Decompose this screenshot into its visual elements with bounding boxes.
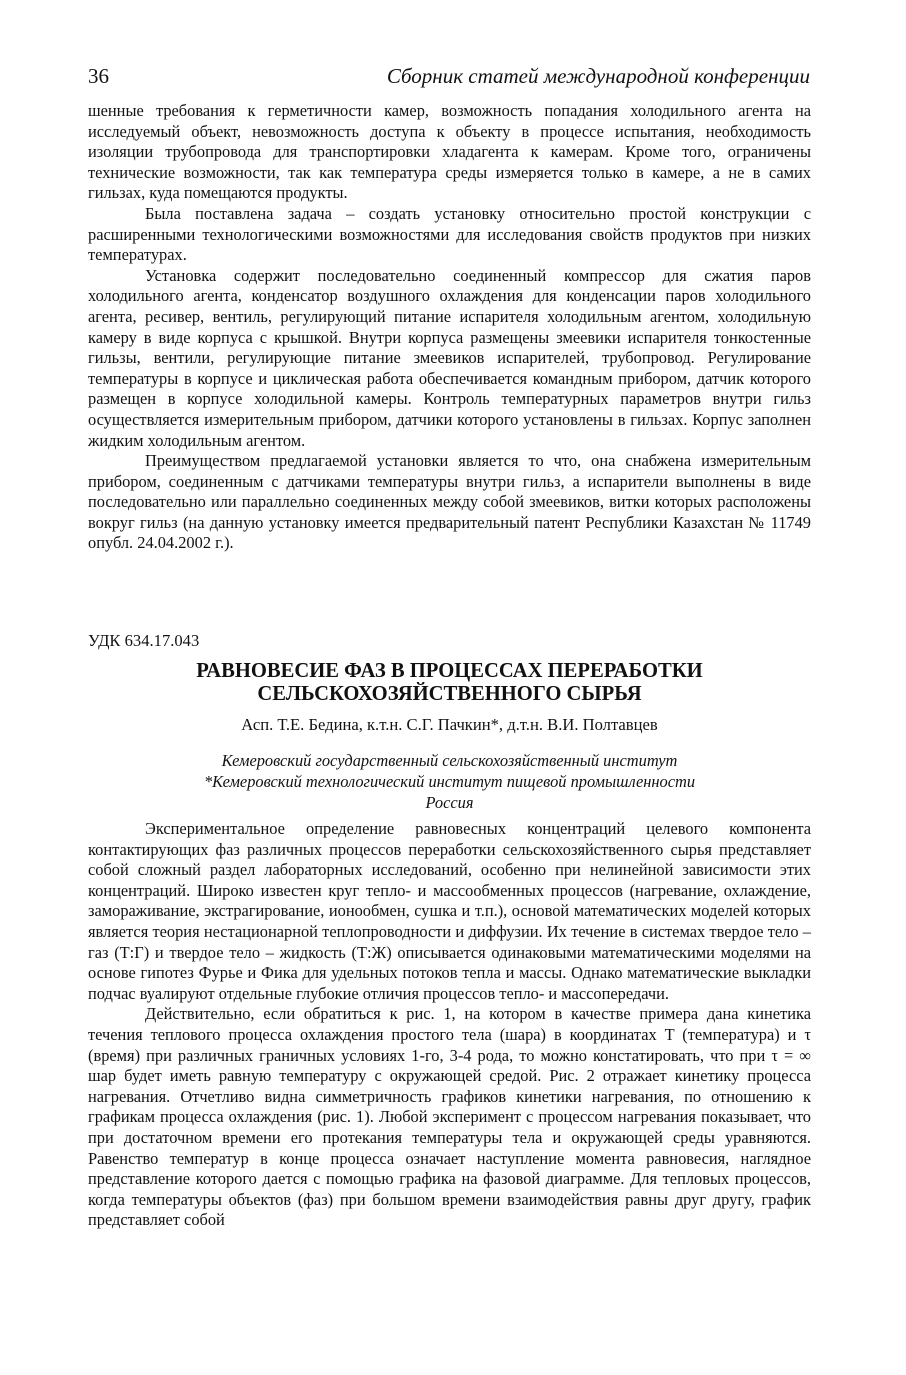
paragraph: Была поставлена задача – создать установку относительно простой конструкции с расширенными технологическими возможностями для исследования свойств продуктов при низких температурах. [88,203,811,265]
page-header [88,64,810,94]
previous-article-ending [88,101,811,554]
article-body [88,819,811,1231]
udc-code: УДК 634.17.043 [88,631,200,650]
article-title-line: РАВНОВЕСИЕ ФАЗ В ПРОЦЕССАХ ПЕРЕРАБОТКИ [196,660,703,682]
paragraph: Преимуществом предлагаемой установки является то что, она снабжена измерительным прибором, соединенным с датчиками температуры внутри гильз, а испарители выполнены в виде последовательно или параллельно соединенных между собой змеевиков, витки которых расположены вокруг гильз (на данную установку имеется предварительный патент Республики Казахстан № 11749 опубл. 24.04.2002 г.). [88,451,811,553]
paragraph: Действительно, если обратиться к рис. 1, на котором в качестве примера дана кинетика течения теплового процесса охлаждения простого тела (шара) в координатах T (температура) и τ (время) при различных граничных условиях 1-го, 3-4 рода, то можно констатировать, что при τ = ∞ шар будет иметь равную температуру с окружающей средой. Рис. 2 отражает кинетику процесса нагревания. Отчетливо видна симметричность графиков кинетики нагревания, по отношению к графикам процесса охлаждения (рис. 1). Любой эксперимент с процессом нагревания показывает, что при достаточном времени его протекания температуры тела и окружающей среды уравняются. Равенство температур в конце процесса означает наступление момента равновесия, наглядное представление которого дается с помощью графика на фазовой диаграмме. Для тепловых процессов, когда температуры объектов (фаз) при большом времени взаимодействия равны друг другу, график представляет собой [88,1004,811,1230]
page-number: 36 [88,64,109,88]
article-title-line: СЕЛЬСКОХОЗЯЙСТВЕННОГО СЫРЬЯ [257,683,642,705]
country: Россия [425,793,474,812]
paragraph: Экспериментальное определение равновесных концентраций целевого компонента контактирующих фаз различных процессов переработки сельскохозяйственного сырья представляет собой сложный раздел лабораторных исследований, особенно при нелинейной зависимости этих концентраций. Широко известен круг тепло- и массообменных процессов (нагревание, охлаждение, замораживание, экстрагирование, ионообмен, сушка и т.п.), основой математических моделей которых является теория нестационарной теплопроводности и диффузии. Их течение в системах твердое тело – газ (Т:Г) и твердое тело – жидкость (Т:Ж) описывается одинаковыми математическими моделями на основе гипотез Фурье и Фика для удельных потоков тепла и массы. Однако математические выкладки подчас вуалируют отдельные глубокие отличия процессов тепло- и массопередачи. [88,819,811,1003]
affiliation: Кемеровский государственный сельскохозяйственный институт [221,751,678,770]
article-title [88,660,811,706]
affiliations [88,750,811,813]
running-title: Сборник статей международной конференции [386,64,810,88]
article-authors: Асп. Т.Е. Бедина, к.т.н. С.Г. Пачкин*, д.т.н. В.И. Полтавцев [241,715,658,734]
affiliation: *Кемеровский технологический институт пищевой промышленности [203,772,696,791]
paragraph: шенные требования к герметичности камер, возможность попадания холодильного агента на исследуемый объект, невозможность доступа к объекту в процессе испытания, необходимость изоляции трубопровода для транспортировки хладагента к камерам. Кроме того, ограничены технические возможности, так как температура среды измеряется только в камере, а не в самих гильзах, куда помещаются продукты. [88,101,811,203]
paragraph: Установка содержит последовательно соединенный компрессор для сжатия паров холодильного агента, конденсатор воздушного охлаждения для конденсации паров холодильного агента, ресивер, вентиль, регулирующий питание испарителя холодильным агентом, холодильную камеру в виде корпуса с крышкой. Внутри корпуса размещены змеевики испарителя тонкостенные гильзы, вентили, регулирующие питание змеевиков испарителей, трубопровод. Регулирование температуры в корпусе и циклическая работа обеспечивается командным прибором, датчик которого размещен в корпусе холодильной камеры. Контроль температурных параметров внутри гильз осуществляется измерительным прибором, датчики которого установлены в гильзах. Корпус заполнен жидким холодильным агентом. [88,265,811,450]
